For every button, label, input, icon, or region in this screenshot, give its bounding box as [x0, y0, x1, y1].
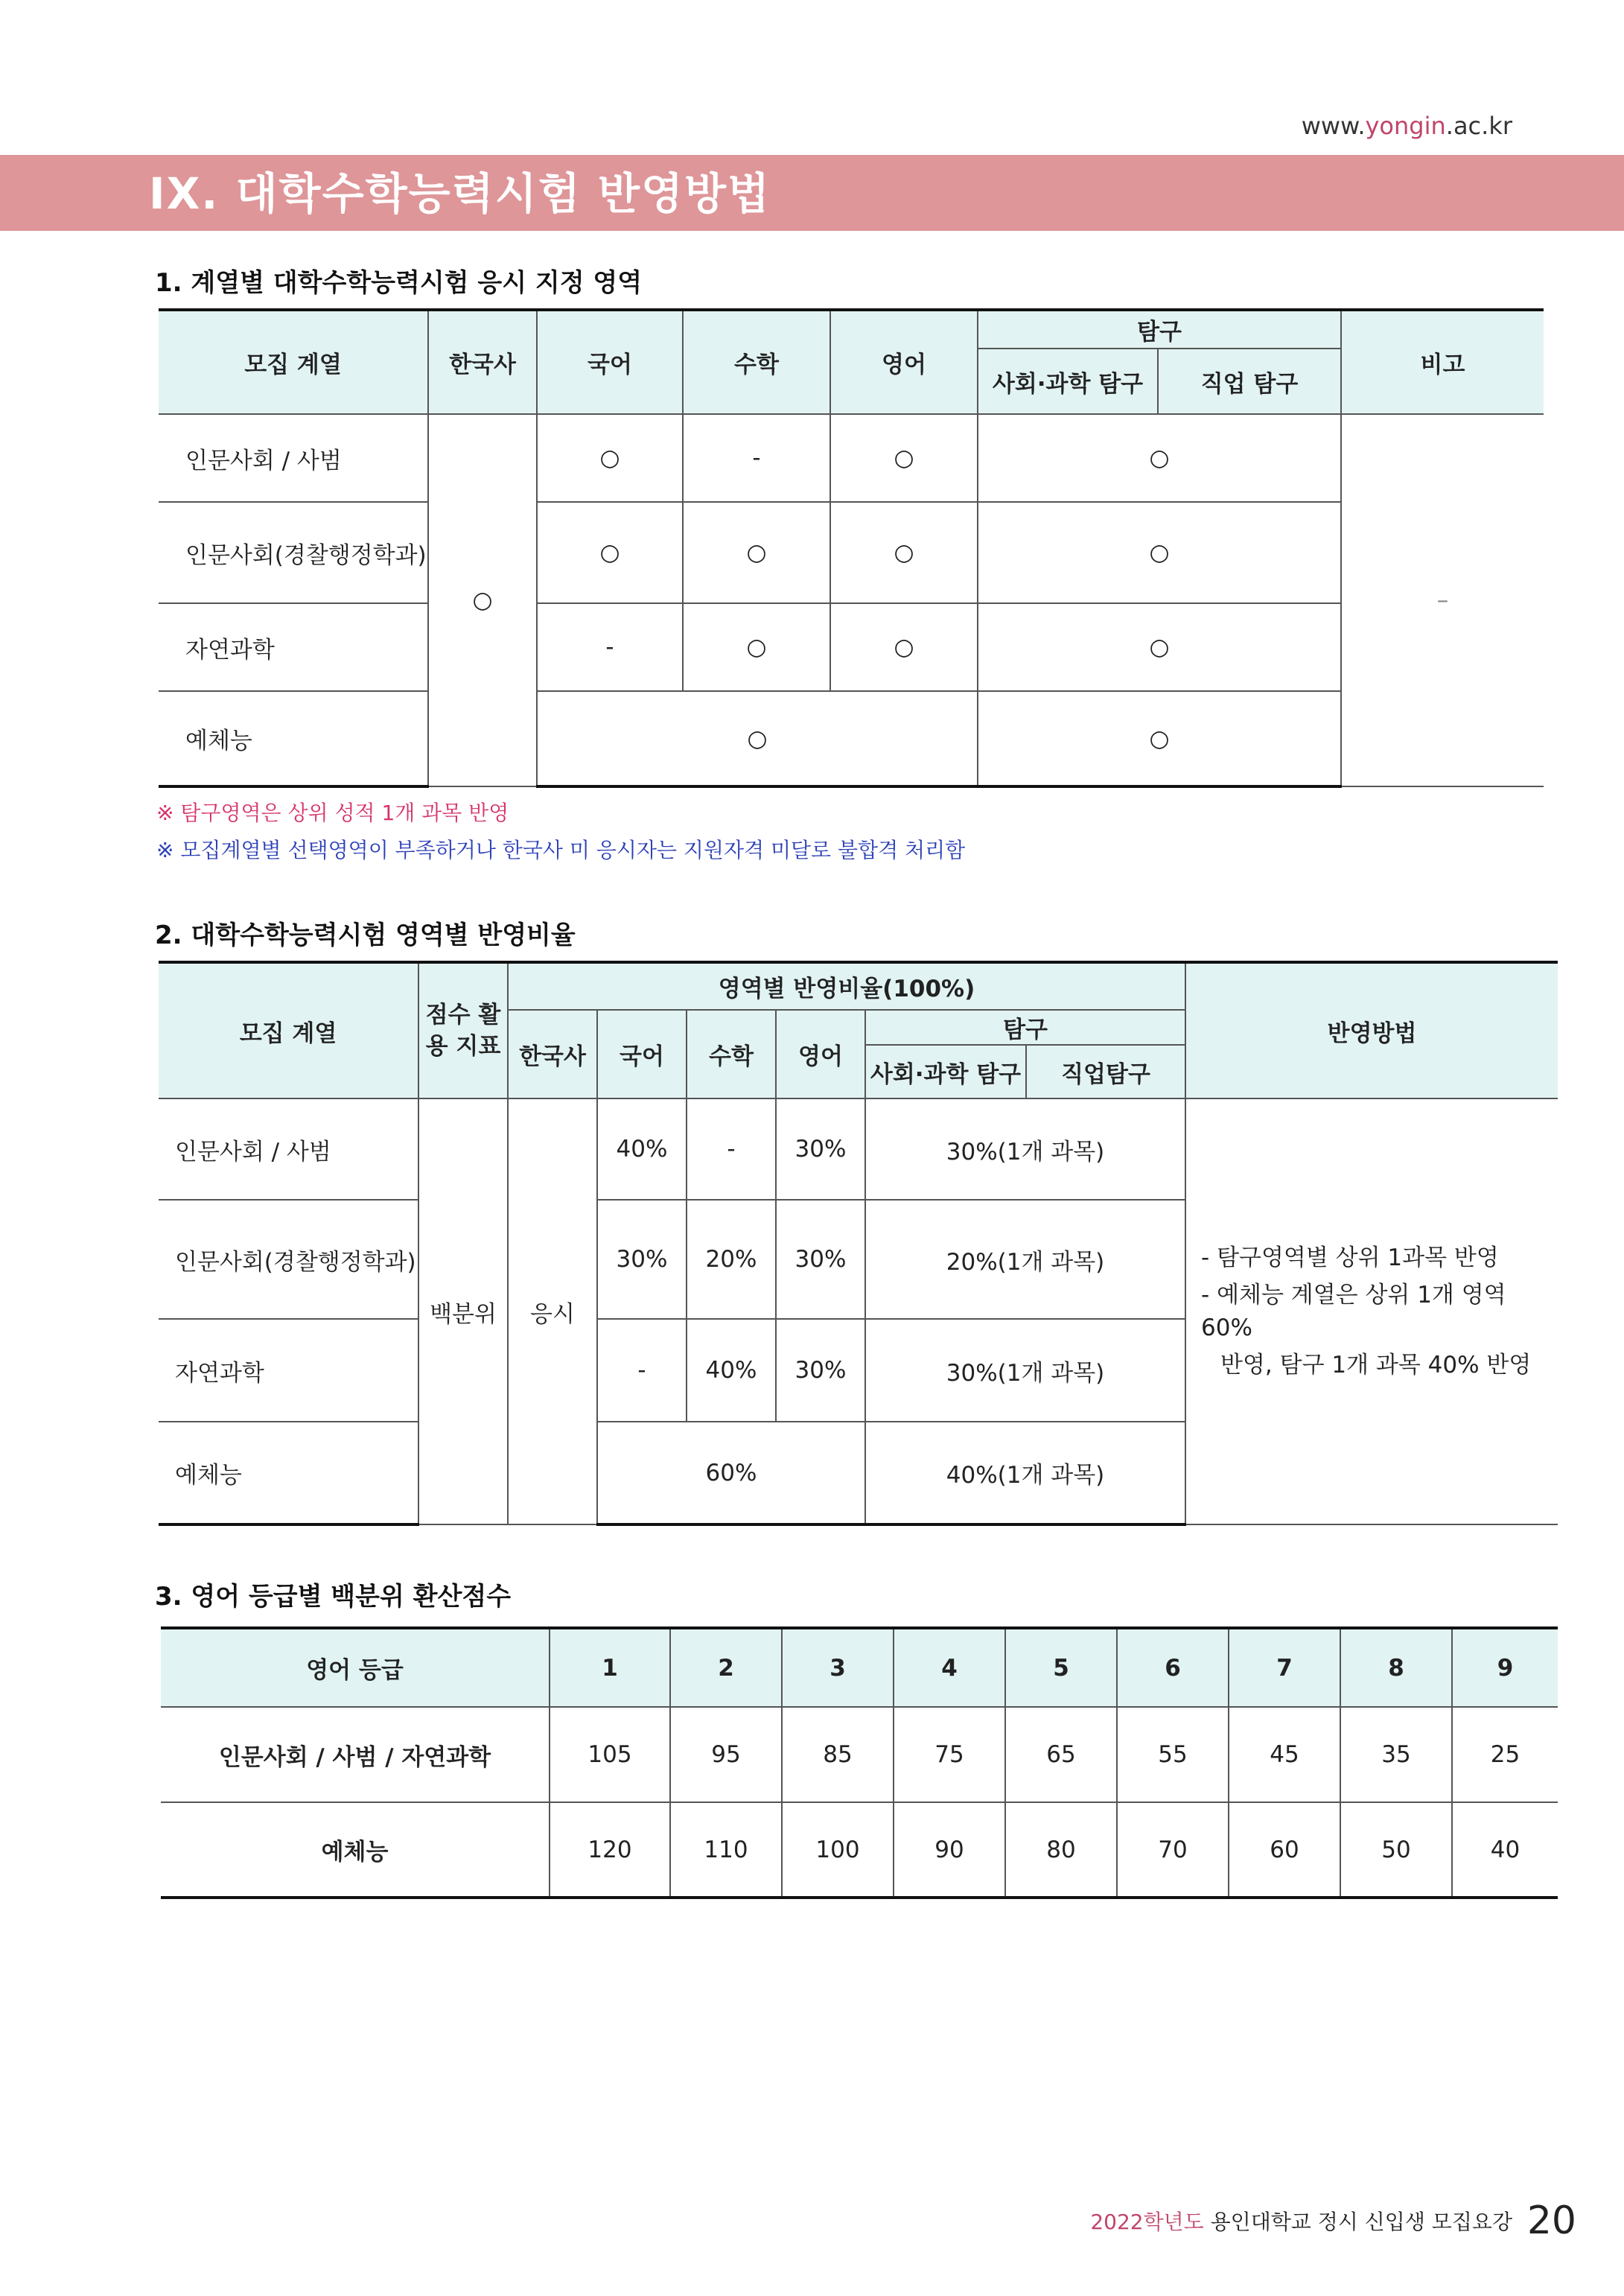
s2-row-name: 자연과학 [159, 1319, 418, 1422]
grade-header-8: 8 [1340, 1628, 1452, 1707]
grade-score-cell: 75 [894, 1707, 1005, 1802]
s1-header-korhist: 한국사 [428, 310, 537, 414]
s1-header-note: 비고 [1341, 310, 1544, 414]
s1-cell: ○ [537, 414, 683, 502]
s2-method-cell [1185, 1098, 1558, 1524]
s2-row-name: 인문사회 / 사범 [159, 1098, 418, 1200]
s2-cell: 30% [776, 1319, 865, 1422]
s2-header-korhist: 한국사 [508, 1010, 597, 1098]
grade-header-3: 3 [782, 1628, 894, 1707]
grade-header-4: 4 [894, 1628, 1005, 1707]
s1-note-2: ※ 모집계열별 선택영역이 부족하거나 한국사 미 응시자는 지원자격 미달로 불합격 처리함 [156, 838, 966, 862]
s1-row-name: 인문사회(경찰행정학과) [159, 502, 428, 603]
grade-score-cell: 25 [1452, 1707, 1558, 1802]
s2-header-math: 수학 [687, 1010, 776, 1098]
s2-cell: 40% [687, 1319, 776, 1422]
s2-cell: 30%(1개 과목) [865, 1098, 1185, 1200]
s1-header-kor: 국어 [537, 310, 683, 414]
grade-score-cell: 90 [894, 1802, 1005, 1898]
s2-header-score: 점수 활용 지표 [418, 962, 508, 1098]
s2-cell: 30% [597, 1200, 687, 1319]
method-line: 반영, 탐구 1개 과목 40% 반영 [1220, 1352, 1532, 1378]
s1-cell: ○ [978, 691, 1341, 786]
section2-table [159, 961, 1558, 1526]
s1-cell: ○ [978, 502, 1341, 603]
s2-cell: 40% [597, 1098, 687, 1200]
s1-cell: ○ [978, 414, 1341, 502]
s3-row-name: 인문사회 / 사범 / 자연과학 [161, 1707, 550, 1802]
site-url[interactable] [1302, 112, 1512, 140]
s2-header-method: 반영방법 [1185, 962, 1558, 1098]
s2-header-eng: 영어 [776, 1010, 865, 1098]
method-line: - 탐구영역별 상위 1과목 반영 [1201, 1244, 1499, 1271]
s2-header-ratio: 영역별 반영비율(100%) [508, 962, 1185, 1010]
s1-row-name: 인문사회 / 사범 [159, 414, 428, 502]
s2-cell: 20%(1개 과목) [865, 1200, 1185, 1319]
grade-header-7: 7 [1229, 1628, 1340, 1707]
s1-note-1: ※ 탐구영역은 상위 성적 1개 과목 반영 [156, 801, 509, 825]
s2-cell: 30% [776, 1098, 865, 1200]
url-prefix: www. [1301, 112, 1366, 140]
grade-score-cell: 80 [1005, 1802, 1117, 1898]
grade-score-cell: 55 [1117, 1707, 1229, 1802]
s2-cell: 30% [776, 1200, 865, 1319]
section2-title: 2. 대학수학능력시험 영역별 반영비율 [155, 920, 576, 950]
s2-cell: - [687, 1098, 776, 1200]
url-accent: yongin [1365, 112, 1446, 140]
s1-cell: ○ [537, 691, 978, 786]
s2-korhist-cell: 응시 [508, 1098, 597, 1524]
grade-score-cell: 40 [1452, 1802, 1558, 1898]
grade-score-cell: 95 [670, 1707, 782, 1802]
grade-score-cell: 60 [1229, 1802, 1340, 1898]
grade-score-cell: 105 [550, 1707, 670, 1802]
s1-korhist-cell: ○ [428, 414, 537, 786]
grade-score-cell: 50 [1340, 1802, 1452, 1898]
s3-header-label: 영어 등급 [161, 1628, 550, 1707]
grade-score-cell: 120 [550, 1802, 670, 1898]
s3-row-name: 예체능 [161, 1802, 550, 1898]
footer-text [1090, 2206, 1512, 2236]
grade-header-5: 5 [1005, 1628, 1117, 1707]
chapter-title: IX. 대학수학능력시험 반영방법 [149, 168, 771, 219]
s2-cell: 60% [597, 1422, 865, 1524]
section3-title: 3. 영어 등급별 백분위 환산점수 [155, 1582, 512, 1612]
s2-header-kor: 국어 [597, 1010, 687, 1098]
s1-row-name: 예체능 [159, 691, 428, 786]
grade-header-1: 1 [550, 1628, 670, 1707]
s2-row-name: 인문사회(경찰행정학과) [159, 1200, 418, 1319]
s1-header-recruit: 모집 계열 [159, 310, 428, 414]
s1-cell: ○ [830, 414, 978, 502]
section1-table [159, 308, 1544, 788]
section1-title: 1. 계열별 대학수학능력시험 응시 지정 영역 [155, 268, 643, 298]
grade-score-cell: 45 [1229, 1707, 1340, 1802]
s1-cell: - [537, 603, 683, 691]
method-line: - 예체능 계열은 상위 1개 영역 60% [1201, 1282, 1506, 1341]
s1-header-eng: 영어 [830, 310, 978, 414]
s1-cell: ○ [683, 603, 830, 691]
s2-header-recruit: 모집 계열 [159, 962, 418, 1098]
s2-score-cell: 백분위 [418, 1098, 508, 1524]
s2-cell: 40%(1개 과목) [865, 1422, 1185, 1524]
page-number: 20 [1526, 2198, 1576, 2243]
s1-cell: ○ [537, 502, 683, 603]
grade-score-cell: 35 [1340, 1707, 1452, 1802]
s1-note-cell: – [1341, 414, 1544, 786]
s2-cell: 20% [687, 1200, 776, 1319]
footer-year: 2022학년도 [1090, 2210, 1204, 2234]
grade-score-cell: 85 [782, 1707, 894, 1802]
grade-header-2: 2 [670, 1628, 782, 1707]
s1-header-voc: 직업 탐구 [1158, 349, 1341, 414]
s2-header-inquiry: 탐구 [865, 1010, 1185, 1045]
grade-score-cell: 100 [782, 1802, 894, 1898]
section3-table [161, 1626, 1558, 1899]
footer-title: 용인대학교 정시 신입생 모집요강 [1203, 2210, 1512, 2234]
grade-score-cell: 65 [1005, 1707, 1117, 1802]
s1-header-math: 수학 [683, 310, 830, 414]
s2-cell: 30%(1개 과목) [865, 1319, 1185, 1422]
s1-cell: ○ [830, 603, 978, 691]
grade-score-cell: 70 [1117, 1802, 1229, 1898]
s1-cell: - [683, 414, 830, 502]
s1-header-social-sci: 사회·과학 탐구 [978, 349, 1158, 414]
url-suffix: .ac.kr [1445, 112, 1512, 140]
s1-cell: ○ [978, 603, 1341, 691]
s1-cell: ○ [830, 502, 978, 603]
s1-row-name: 자연과학 [159, 603, 428, 691]
s2-cell: - [597, 1319, 687, 1422]
s2-row-name: 예체능 [159, 1422, 418, 1524]
s2-header-social-sci: 사회·과학 탐구 [865, 1045, 1026, 1098]
grade-header-9: 9 [1452, 1628, 1558, 1707]
grade-score-cell: 110 [670, 1802, 782, 1898]
grade-header-6: 6 [1117, 1628, 1229, 1707]
s1-header-inquiry: 탐구 [978, 310, 1341, 349]
s2-header-voc: 직업탐구 [1026, 1045, 1185, 1098]
s1-cell: ○ [683, 502, 830, 603]
